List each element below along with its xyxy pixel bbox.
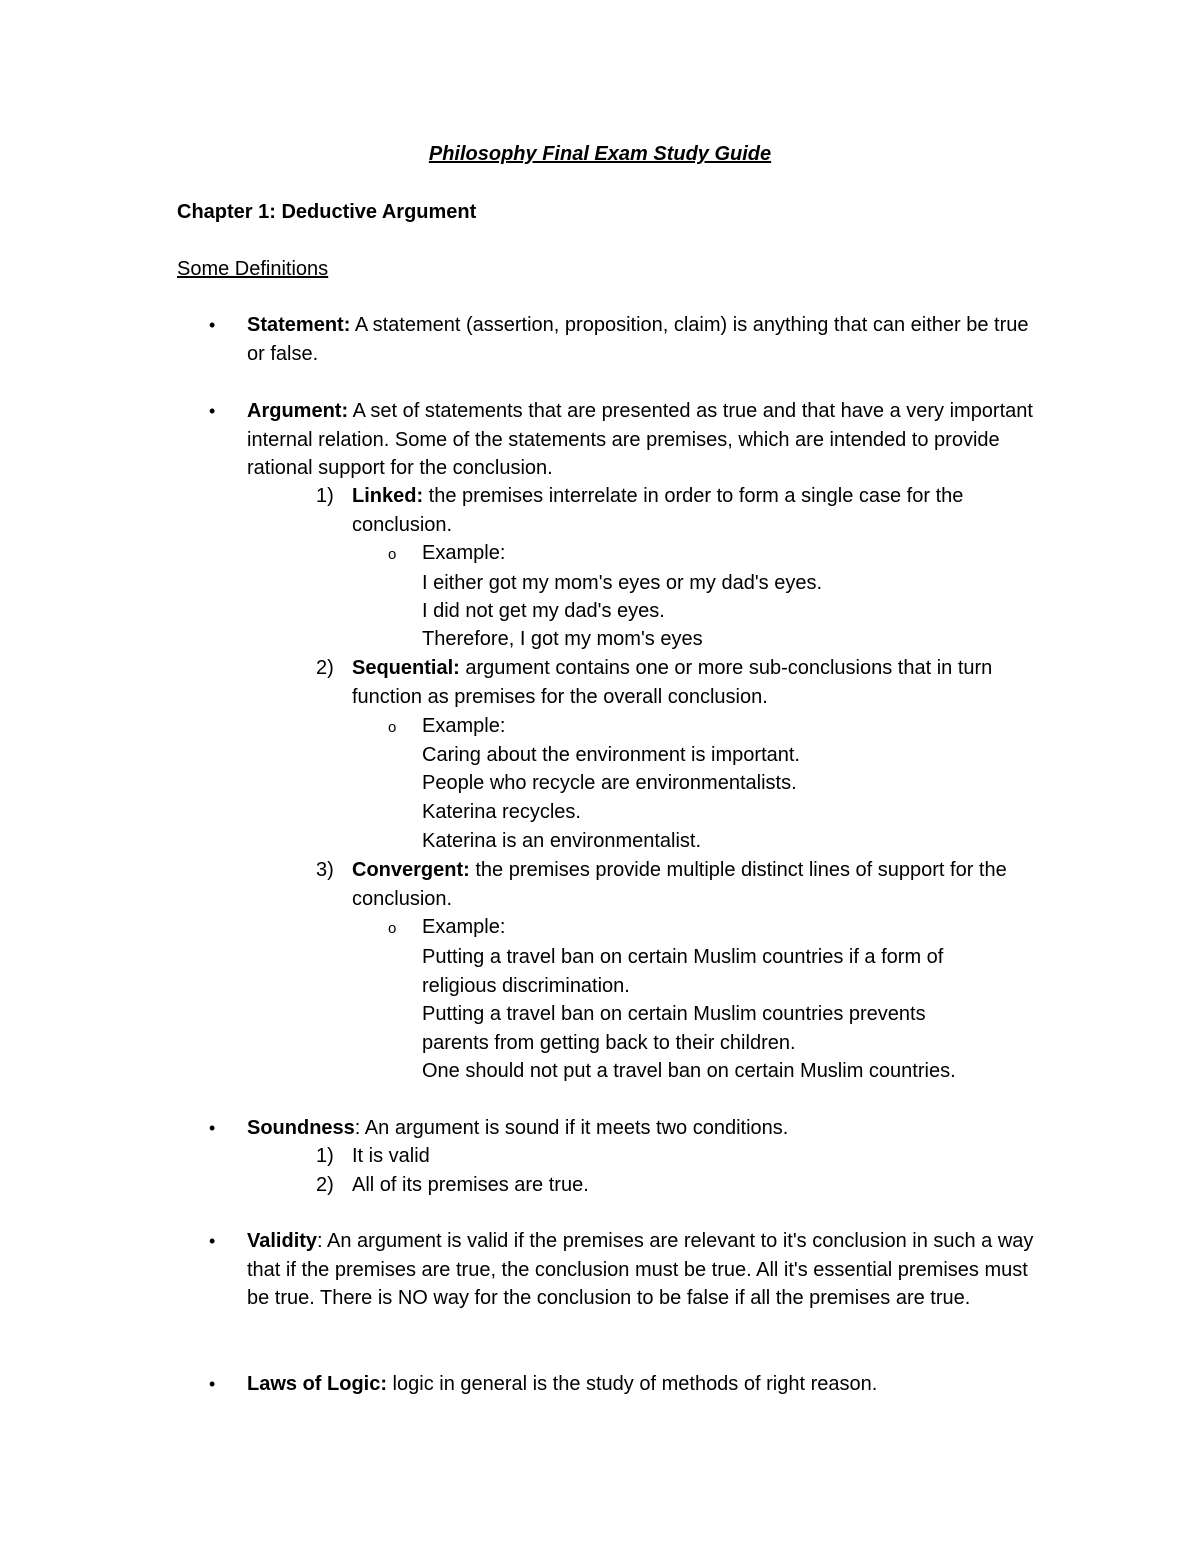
sub-bullet-icon: o: [388, 920, 397, 937]
example-label: Example:: [422, 715, 506, 737]
example-line: I either got my mom's eyes or my dad's eyes.: [422, 572, 822, 594]
condition-text: It is valid: [352, 1145, 430, 1167]
term-label: Laws of Logic:: [247, 1373, 387, 1395]
example-line: Katerina recycles.: [422, 801, 581, 823]
list-number: 1): [316, 1145, 334, 1167]
example-line: One should not put a travel ban on certain Muslim countries.: [422, 1060, 956, 1082]
soundness-condition: [316, 1142, 1042, 1171]
example-line: People who recycle are environmentalists.: [422, 772, 797, 794]
term-label: Soundness: [247, 1117, 355, 1139]
definition-argument: [209, 397, 1037, 483]
definition-soundness: [209, 1114, 1037, 1143]
list-number: 3): [316, 859, 334, 881]
definition-text: logic in general is the study of methods of right reason.: [387, 1373, 878, 1395]
definition-text: A set of statements that are presented as true and that have a very important internal relation. Some of the statements are premises, which are intended to provide rational support for the conclusion.: [247, 400, 1033, 479]
definition-laws-of-logic: [209, 1370, 1037, 1399]
definition-statement: [209, 311, 1037, 368]
list-number: 2): [316, 657, 334, 679]
term-label: Statement:: [247, 314, 351, 336]
sub-bullet-icon: o: [388, 719, 397, 736]
soundness-condition: [316, 1171, 1042, 1200]
term-label: Sequential:: [352, 657, 460, 679]
example-line: Katerina is an environmentalist.: [422, 830, 702, 852]
term-label: Linked:: [352, 485, 424, 507]
definition-text: A statement (assertion, proposition, claim) is anything that can either be true or false.: [247, 314, 1029, 365]
bullet-icon: •: [209, 401, 216, 421]
chapter-heading: Chapter 1: Deductive Argument: [177, 201, 477, 223]
bullet-icon: •: [209, 1374, 216, 1394]
bullet-icon: •: [209, 1118, 216, 1138]
example-label: Example:: [422, 916, 506, 938]
bullet-icon: •: [209, 315, 216, 335]
example-line: Caring about the environment is important.: [422, 744, 800, 766]
example-line: Putting a travel ban on certain Muslim countries prevents parents from getting back to their children.: [422, 1003, 926, 1054]
example-line: Putting a travel ban on certain Muslim countries if a form of religious discrimination.: [422, 946, 944, 997]
example-line: I did not get my dad's eyes.: [422, 600, 665, 622]
argument-type-convergent: [316, 856, 1042, 913]
definition-validity: [209, 1227, 1037, 1313]
definition-text: the premises interrelate in order to form a single case for the conclusion.: [352, 485, 964, 536]
argument-type-sequential: [316, 654, 1042, 711]
definition-text: : An argument is valid if the premises are relevant to it's conclusion in such a way that if the premises are true, the conclusion must be true. All it's essential premises must be true. There is NO way for the conclusion to be false if all the premises are true.: [247, 1230, 1034, 1309]
example-label-convergent: [388, 913, 1042, 942]
definition-text: argument contains one or more sub-conclusions that in turn function as premises for the overall conclusion.: [352, 657, 993, 708]
document-title: Philosophy Final Exam Study Guide: [428, 143, 772, 165]
condition-text: All of its premises are true.: [352, 1174, 589, 1196]
example-label-linked: [388, 539, 1042, 568]
definition-text: : An argument is sound if it meets two conditions.: [354, 1117, 789, 1139]
argument-type-linked: [316, 482, 1042, 539]
term-label: Argument:: [247, 400, 349, 422]
term-label: Convergent:: [352, 859, 470, 881]
example-line: Therefore, I got my mom's eyes: [422, 628, 703, 650]
sub-bullet-icon: o: [388, 546, 397, 563]
example-label: Example:: [422, 542, 506, 564]
list-number: 1): [316, 485, 334, 507]
bullet-icon: •: [209, 1231, 216, 1251]
term-label: Validity: [247, 1230, 318, 1252]
example-label-sequential: [388, 712, 1042, 741]
section-subheading: Some Definitions: [177, 258, 329, 280]
list-number: 2): [316, 1174, 334, 1196]
definition-text: the premises provide multiple distinct lines of support for the conclusion.: [352, 859, 1007, 910]
